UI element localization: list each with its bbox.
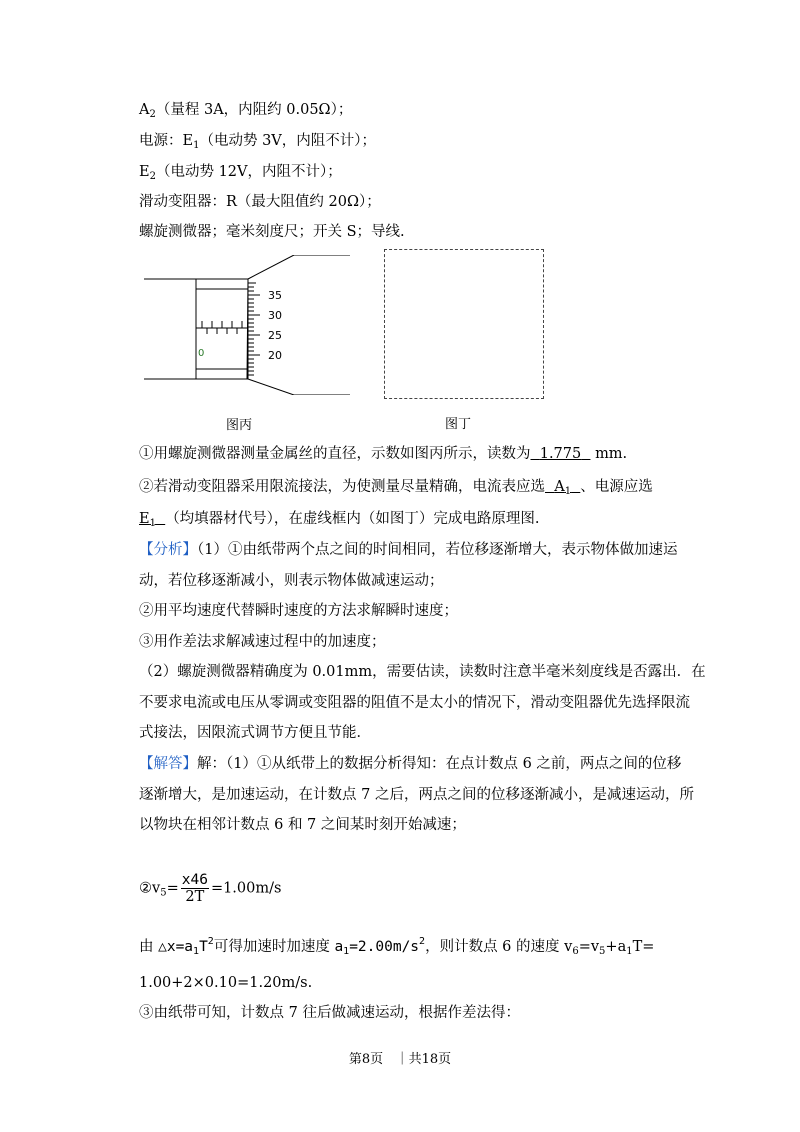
page-number: 第8页 xyxy=(348,1052,384,1067)
analysis-line-4: ③用作差法求解减速过程中的加速度； xyxy=(139,634,386,650)
thimble-label-25: 25 xyxy=(268,329,282,342)
answer-line-1 xyxy=(139,754,681,774)
eq2-v6-sub: 6 xyxy=(572,946,579,957)
q2-source-symbol: E xyxy=(139,511,150,527)
question-2 xyxy=(139,477,653,502)
thimble-label-30: 30 xyxy=(268,309,282,322)
eq1-result: =1.00m/s xyxy=(210,880,282,897)
eq1-equals: = xyxy=(166,880,179,897)
e2-spec: （电动势 12V，内阻不计）； xyxy=(155,164,342,180)
eq2-rest: ，则计数点 6 的速度 v xyxy=(425,939,573,955)
answer-tag: 【解答】 xyxy=(139,756,197,772)
answer-equation-v5 xyxy=(139,872,281,905)
figure-caption-ding: 图丁 xyxy=(445,417,472,432)
q2-post-text: （均填器材代号），在虚线框内（如图丁）完成电路原理图. xyxy=(165,511,540,527)
answer-line-3: 以物块在相邻计数点 6 和 7 之间某时刻开始减速； xyxy=(139,817,466,833)
q2-mid-text: 、电源应选 xyxy=(580,479,653,495)
eq2-rest4: T= xyxy=(632,939,655,955)
thimble-label-20: 20 xyxy=(268,349,282,362)
instrument-a2 xyxy=(139,100,352,125)
q2-ammeter-subscript: 1 xyxy=(564,486,572,497)
eq2-formula: △x=a xyxy=(158,939,194,955)
analysis-tag: 【分析】 xyxy=(139,542,197,558)
analysis-line-1 xyxy=(139,540,677,560)
a2-subscript: 2 xyxy=(149,109,156,120)
q1-answer-value: 1.775 xyxy=(539,446,582,462)
answer-last-line: ③由纸带可知，计数点 7 往后做减速运动，根据作差法得： xyxy=(139,1005,520,1021)
page-footer xyxy=(0,1048,800,1067)
answer-calc-line: 1.00+2×0.10=1.20m/s. xyxy=(139,975,313,991)
eq2-T: T xyxy=(199,939,208,955)
analysis-line-5: （2）螺旋测微器精确度为 0.01mm，需要估读，读数时注意半毫米刻度线是否露出．在 xyxy=(139,664,706,680)
e2-subscript: 2 xyxy=(149,171,156,182)
analysis-line-2: 动，若位移逐渐减小，则表示物体做减速运动； xyxy=(139,573,444,589)
page-total: ｜共18页 xyxy=(395,1052,452,1067)
eq2-value-sup: 2 xyxy=(419,936,426,947)
thimble-label-35: 35 xyxy=(268,289,282,302)
e1-spec: （电动势 3V，内阻不计）； xyxy=(199,133,377,149)
analysis-line-3: ②用平均速度代替瞬时速度的方法求解瞬时速度； xyxy=(139,603,458,619)
analysis-line-6: 不要求电流或电压从零调或变阻器的阻值不是太小的情况下，滑动变阻器优先选择限流 xyxy=(139,695,690,711)
q1-text: ①用螺旋测微器测量金属丝的直径，示数如图丙所示，读数为 xyxy=(139,446,531,462)
answer-equation-accel xyxy=(139,932,654,962)
analysis-line-7: 式接法，因限流式调节方便且节能． xyxy=(139,725,371,741)
eq2-rest2: =v xyxy=(578,939,600,955)
q1-unit: mm. xyxy=(595,446,628,462)
eq2-v5-sub: 5 xyxy=(599,946,606,957)
eq2-a-sub: 1 xyxy=(193,946,200,957)
question-1 xyxy=(139,444,627,464)
eq1-subscript: 5 xyxy=(160,887,167,899)
micrometer-figure xyxy=(144,255,350,395)
eq2-a1-sub2: 1 xyxy=(626,946,633,957)
q1-answer xyxy=(531,446,591,462)
eq2-prefix: 由 xyxy=(139,939,154,955)
answer-text-1: 解：（1）①从纸带上的数据分析得知：在点计数点 6 之前，两点之间的位移 xyxy=(197,756,682,772)
eq2-rest3: +a xyxy=(605,939,627,955)
a2-spec: （量程 3A，内阻约 0.05Ω）； xyxy=(155,102,353,118)
q2-ammeter-symbol: A xyxy=(554,479,565,495)
q2-text: ②若滑动变阻器采用限流接法，为使测量尽量精确，电流表应选 xyxy=(139,479,545,495)
eq2-T-sup: 2 xyxy=(207,936,214,947)
eq2-mid: 可得加速时加速度 xyxy=(213,939,330,955)
eq1-fraction xyxy=(181,872,209,905)
instrument-power-e1 xyxy=(139,131,376,156)
eq1-numerator: x46 xyxy=(181,872,208,888)
power-label: 电源：E xyxy=(139,133,194,149)
eq2-a1-sub: 1 xyxy=(343,946,350,957)
eq2-value: =2.00m/s xyxy=(349,939,420,955)
figure-caption-bing: 图丙 xyxy=(226,418,253,433)
a2-symbol: A xyxy=(139,102,150,118)
eq1-lhs: ②v xyxy=(139,880,161,897)
question-2-cont xyxy=(139,509,540,534)
instrument-rheostat: 滑动变阻器：R（最大阻值约 20Ω）； xyxy=(139,194,381,210)
circuit-dashed-box xyxy=(384,249,544,399)
instrument-tools: 螺旋测微器；毫米刻度尺；开关 S；导线. xyxy=(139,224,405,240)
q2-source-subscript: 1 xyxy=(149,518,156,529)
instrument-e2 xyxy=(139,162,342,187)
eq2-a: a xyxy=(334,939,344,955)
eq1-denominator: 2T xyxy=(185,889,205,905)
answer-line-2: 逐渐增大，是加速运动，在计数点 7 之后，两点之间的位移逐渐减小，是减速运动，所 xyxy=(139,787,694,803)
analysis-text-1: （1）①由纸带两个点之间的时间相同，若位移逐渐增大，表示物体做加速运 xyxy=(197,542,678,558)
q2-source-answer xyxy=(139,511,165,527)
e2-symbol: E xyxy=(139,164,150,180)
main-scale-zero: 0 xyxy=(198,348,205,359)
e1-subscript: 1 xyxy=(193,140,200,151)
q2-ammeter-answer xyxy=(545,479,580,495)
